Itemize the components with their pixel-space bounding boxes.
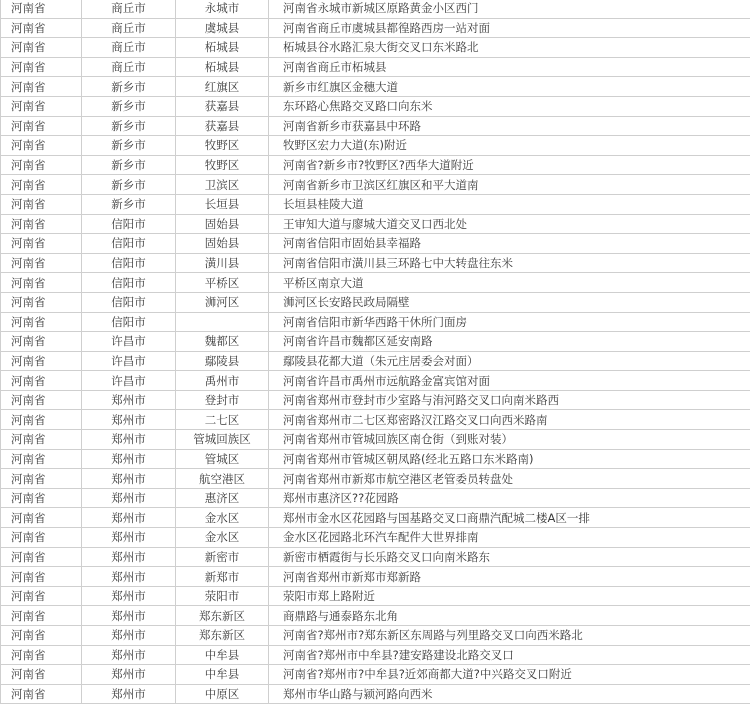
- address-cell: 平桥区南京大道: [269, 273, 750, 293]
- district-cell: 牧野区: [176, 136, 269, 156]
- district-cell: 获嘉县: [176, 96, 269, 116]
- province-cell: 河南省: [1, 155, 82, 175]
- province-cell: 河南省: [1, 469, 82, 489]
- city-cell: 商丘市: [82, 18, 176, 38]
- address-cell: 新密市栖霞街与长乐路交叉口向南米路东: [269, 547, 750, 567]
- table-row: [1, 528, 750, 548]
- city-cell: 信阳市: [82, 312, 176, 332]
- district-cell: 虞城县: [176, 18, 269, 38]
- address-table-body: [1, 0, 750, 704]
- district-cell: 金水区: [176, 508, 269, 528]
- table-row: [1, 312, 750, 332]
- district-cell: 郑东新区: [176, 606, 269, 626]
- city-cell: 信阳市: [82, 273, 176, 293]
- province-cell: 河南省: [1, 390, 82, 410]
- table-row: [1, 351, 750, 371]
- province-cell: 河南省: [1, 488, 82, 508]
- address-cell: 河南省商丘市虞城县都徨路西房一站对面: [269, 18, 750, 38]
- district-cell: 惠济区: [176, 488, 269, 508]
- province-cell: 河南省: [1, 430, 82, 450]
- address-cell: 河南省郑州市登封市少室路与洧河路交叉口向南米路西: [269, 390, 750, 410]
- table-row: [1, 38, 750, 58]
- province-cell: 河南省: [1, 57, 82, 77]
- city-cell: 新乡市: [82, 96, 176, 116]
- district-cell: 中牟县: [176, 645, 269, 665]
- city-cell: 商丘市: [82, 57, 176, 77]
- city-cell: 新乡市: [82, 175, 176, 195]
- district-cell: 浉河区: [176, 292, 269, 312]
- table-row: [1, 547, 750, 567]
- table-row: [1, 567, 750, 587]
- district-cell: 航空港区: [176, 469, 269, 489]
- table-row: [1, 194, 750, 214]
- city-cell: 商丘市: [82, 0, 176, 18]
- district-cell: 固始县: [176, 234, 269, 254]
- district-cell: 登封市: [176, 390, 269, 410]
- address-cell: 鄢陵县花都大道（朱元庄居委会对面）: [269, 351, 750, 371]
- district-cell: 卫滨区: [176, 175, 269, 195]
- address-cell: 河南省新乡市卫滨区红旗区和平大道南: [269, 175, 750, 195]
- province-cell: 河南省: [1, 175, 82, 195]
- district-cell: 平桥区: [176, 273, 269, 293]
- table-row: [1, 0, 750, 18]
- district-cell: 柘城县: [176, 57, 269, 77]
- city-cell: 郑州市: [82, 606, 176, 626]
- table-row: [1, 586, 750, 606]
- city-cell: 郑州市: [82, 390, 176, 410]
- address-cell: 东环路心焦路交叉路口向东米: [269, 96, 750, 116]
- address-cell: 长垣县桂陵大道: [269, 194, 750, 214]
- province-cell: 河南省: [1, 292, 82, 312]
- city-cell: 郑州市: [82, 684, 176, 704]
- table-row: [1, 155, 750, 175]
- province-cell: 河南省: [1, 332, 82, 352]
- district-cell: 管城区: [176, 449, 269, 469]
- city-cell: 新乡市: [82, 155, 176, 175]
- table-row: [1, 234, 750, 254]
- province-cell: 河南省: [1, 449, 82, 469]
- city-cell: 郑州市: [82, 528, 176, 548]
- table-row: [1, 175, 750, 195]
- table-row: [1, 449, 750, 469]
- table-row: [1, 488, 750, 508]
- address-cell: 河南省信阳市固始县幸福路: [269, 234, 750, 254]
- address-cell: 荥阳市郑上路附近: [269, 586, 750, 606]
- province-cell: 河南省: [1, 96, 82, 116]
- table-row: [1, 214, 750, 234]
- district-cell: 鄢陵县: [176, 351, 269, 371]
- district-cell: 中牟县: [176, 665, 269, 685]
- address-cell: 郑州市惠济区??花园路: [269, 488, 750, 508]
- table-row: [1, 253, 750, 273]
- district-cell: 红旗区: [176, 77, 269, 97]
- province-cell: 河南省: [1, 136, 82, 156]
- city-cell: 许昌市: [82, 332, 176, 352]
- table-row: [1, 77, 750, 97]
- address-cell: 柘城县谷水路汇泉大街交叉口东米路北: [269, 38, 750, 58]
- district-cell: 金水区: [176, 528, 269, 548]
- address-cell: 河南省郑州市新郑市航空港区老管委员转盘处: [269, 469, 750, 489]
- city-cell: 郑州市: [82, 626, 176, 646]
- table-row: [1, 273, 750, 293]
- table-row: [1, 430, 750, 450]
- address-cell: 河南省信阳市新华西路干休所门面房: [269, 312, 750, 332]
- district-cell: 永城市: [176, 0, 269, 18]
- address-cell: 河南省郑州市二七区郑密路汉江路交叉口向西米路南: [269, 410, 750, 430]
- address-cell: 浉河区长安路民政局隔壁: [269, 292, 750, 312]
- province-cell: 河南省: [1, 371, 82, 391]
- table-row: [1, 18, 750, 38]
- address-cell: 郑州市金水区花园路与国基路交叉口商鼎汽配城二楼A区一排: [269, 508, 750, 528]
- province-cell: 河南省: [1, 508, 82, 528]
- address-cell: 商鼎路与通泰路东北角: [269, 606, 750, 626]
- province-cell: 河南省: [1, 567, 82, 587]
- address-cell: 郑州市华山路与颍河路向西米: [269, 684, 750, 704]
- table-row: [1, 332, 750, 352]
- city-cell: 郑州市: [82, 586, 176, 606]
- district-cell: 新郑市: [176, 567, 269, 587]
- province-cell: 河南省: [1, 626, 82, 646]
- province-cell: 河南省: [1, 684, 82, 704]
- city-cell: 许昌市: [82, 351, 176, 371]
- table-row: [1, 469, 750, 489]
- address-cell: 牧野区宏力大道(东)附近: [269, 136, 750, 156]
- province-cell: 河南省: [1, 312, 82, 332]
- address-cell: 河南省?郑州市?郑东新区东周路与列里路交叉口向西米路北: [269, 626, 750, 646]
- district-cell: 禹州市: [176, 371, 269, 391]
- district-cell: 长垣县: [176, 194, 269, 214]
- city-cell: 新乡市: [82, 77, 176, 97]
- city-cell: 郑州市: [82, 645, 176, 665]
- address-cell: 河南省信阳市潢川县三环路七中大转盘往东米: [269, 253, 750, 273]
- city-cell: 郑州市: [82, 410, 176, 430]
- district-cell: 新密市: [176, 547, 269, 567]
- city-cell: 信阳市: [82, 292, 176, 312]
- city-cell: 信阳市: [82, 214, 176, 234]
- district-cell: 柘城县: [176, 38, 269, 58]
- district-cell: [176, 312, 269, 332]
- province-cell: 河南省: [1, 528, 82, 548]
- province-cell: 河南省: [1, 214, 82, 234]
- province-cell: 河南省: [1, 234, 82, 254]
- district-cell: 郑东新区: [176, 626, 269, 646]
- district-cell: 牧野区: [176, 155, 269, 175]
- address-cell: 金水区花园路北环汽车配件大世界排南: [269, 528, 750, 548]
- table-row: [1, 292, 750, 312]
- district-cell: 潢川县: [176, 253, 269, 273]
- table-row: [1, 116, 750, 136]
- address-cell: 王审知大道与廖城大道交叉口西北处: [269, 214, 750, 234]
- province-cell: 河南省: [1, 77, 82, 97]
- address-cell: 河南省郑州市新郑市郑新路: [269, 567, 750, 587]
- city-cell: 郑州市: [82, 430, 176, 450]
- table-row: [1, 136, 750, 156]
- address-cell: 河南省?新乡市?牧野区?西华大道附近: [269, 155, 750, 175]
- district-cell: 获嘉县: [176, 116, 269, 136]
- district-cell: 魏都区: [176, 332, 269, 352]
- table-row: [1, 371, 750, 391]
- table-row: [1, 96, 750, 116]
- province-cell: 河南省: [1, 547, 82, 567]
- table-row: [1, 508, 750, 528]
- table-row: [1, 57, 750, 77]
- province-cell: 河南省: [1, 18, 82, 38]
- city-cell: 郑州市: [82, 665, 176, 685]
- address-cell: 河南省新乡市获嘉县中环路: [269, 116, 750, 136]
- city-cell: 商丘市: [82, 38, 176, 58]
- province-cell: 河南省: [1, 0, 82, 18]
- province-cell: 河南省: [1, 645, 82, 665]
- address-cell: 河南省商丘市柘城县: [269, 57, 750, 77]
- table-row: [1, 390, 750, 410]
- city-cell: 许昌市: [82, 371, 176, 391]
- city-cell: 信阳市: [82, 253, 176, 273]
- province-cell: 河南省: [1, 410, 82, 430]
- city-cell: 郑州市: [82, 547, 176, 567]
- table-row: [1, 606, 750, 626]
- district-cell: 二七区: [176, 410, 269, 430]
- address-cell: 河南省永城市新城区原路黄金小区西门: [269, 0, 750, 18]
- province-cell: 河南省: [1, 351, 82, 371]
- address-cell: 河南省郑州市管城区朝凤路(经北五路口东米路南): [269, 449, 750, 469]
- province-cell: 河南省: [1, 38, 82, 58]
- table-row: [1, 665, 750, 685]
- address-cell: 河南省?郑州市?中牟县?近郊商都大道?中兴路交叉口附近: [269, 665, 750, 685]
- address-cell: 河南省许昌市魏都区延安南路: [269, 332, 750, 352]
- province-cell: 河南省: [1, 273, 82, 293]
- city-cell: 郑州市: [82, 469, 176, 489]
- address-cell: 河南省郑州市管城回族区南仓街（到账对装）: [269, 430, 750, 450]
- table-row: [1, 626, 750, 646]
- address-cell: 新乡市红旗区金穗大道: [269, 77, 750, 97]
- province-cell: 河南省: [1, 194, 82, 214]
- province-cell: 河南省: [1, 586, 82, 606]
- province-cell: 河南省: [1, 253, 82, 273]
- district-cell: 中原区: [176, 684, 269, 704]
- city-cell: 郑州市: [82, 567, 176, 587]
- district-cell: 固始县: [176, 214, 269, 234]
- province-cell: 河南省: [1, 606, 82, 626]
- city-cell: 新乡市: [82, 116, 176, 136]
- city-cell: 信阳市: [82, 234, 176, 254]
- city-cell: 郑州市: [82, 508, 176, 528]
- address-cell: 河南省许昌市禹州市远航路金富宾馆对面: [269, 371, 750, 391]
- province-cell: 河南省: [1, 116, 82, 136]
- table-row: [1, 410, 750, 430]
- district-cell: 荥阳市: [176, 586, 269, 606]
- address-cell: 河南省?郑州市中牟县?建安路建设北路交叉口: [269, 645, 750, 665]
- table-row: [1, 684, 750, 704]
- table-row: [1, 645, 750, 665]
- province-cell: 河南省: [1, 665, 82, 685]
- city-cell: 郑州市: [82, 449, 176, 469]
- district-cell: 管城回族区: [176, 430, 269, 450]
- city-cell: 郑州市: [82, 488, 176, 508]
- city-cell: 新乡市: [82, 136, 176, 156]
- city-cell: 新乡市: [82, 194, 176, 214]
